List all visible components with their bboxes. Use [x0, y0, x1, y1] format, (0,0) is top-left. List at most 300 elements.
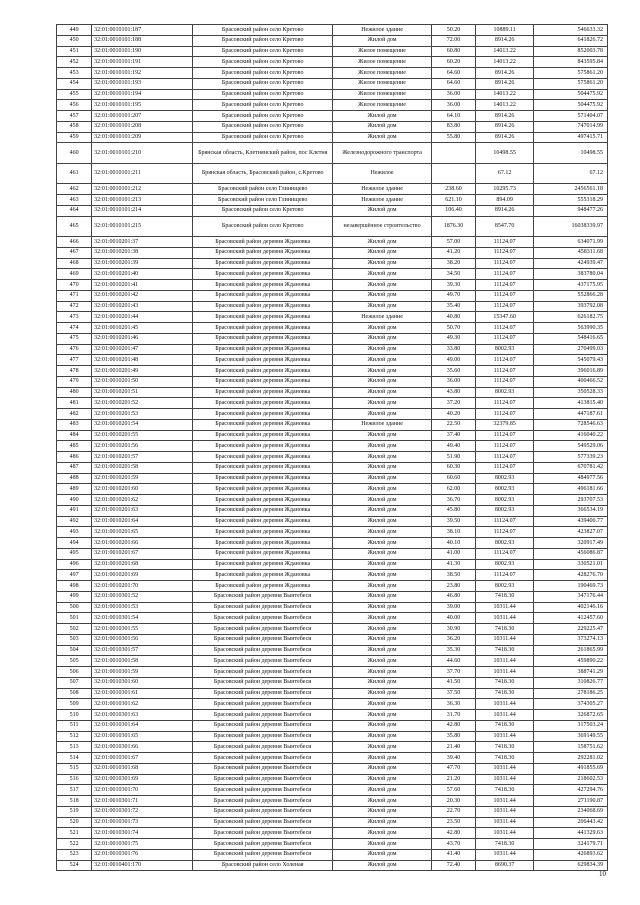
- table-row: [57, 143, 608, 164]
- object-type-cell: Жилой дом: [333, 333, 432, 344]
- cadastral-value-cell: 948477.26: [534, 205, 608, 216]
- table-row: [57, 46, 608, 57]
- row-number-cell: 452: [57, 57, 92, 68]
- area-cell: 41.50: [432, 677, 476, 688]
- object-type-cell: Жилой дом: [333, 559, 432, 570]
- specific-value-cell: 7418.30: [475, 688, 534, 699]
- row-number-cell: 493: [57, 527, 92, 538]
- table-row: [57, 538, 608, 549]
- address-cell: Брасовский район село Кретово: [193, 121, 333, 132]
- row-number-cell: 449: [57, 25, 92, 36]
- cadastral-number-cell: 32:01:0010301:64: [92, 720, 193, 731]
- specific-value-cell: 11124.07: [475, 527, 534, 538]
- cadastral-value-cell: 629834.39: [534, 860, 608, 871]
- address-cell: Брасовский район деревня Ждановка: [193, 452, 333, 463]
- address-cell: Брасовский район село Кретово: [193, 35, 333, 46]
- specific-value-cell: 8914.26: [475, 121, 534, 132]
- property-register-table: [56, 24, 608, 871]
- object-type-cell: Жилой дом: [333, 699, 432, 710]
- address-cell: Брасовский район деревня Вынтебеси: [193, 613, 333, 624]
- specific-value-cell: 11124.07: [475, 398, 534, 409]
- area-cell: 21.20: [432, 774, 476, 785]
- table-row: [57, 355, 608, 366]
- address-cell: Брасовский район деревня Ждановка: [193, 333, 333, 344]
- area-cell: 39.00: [432, 602, 476, 613]
- specific-value-cell: 14013.22: [475, 89, 534, 100]
- cadastral-value-cell: 571404.07: [534, 111, 608, 122]
- row-number-cell: 471: [57, 290, 92, 301]
- table-row: [57, 57, 608, 68]
- area-cell: 40.10: [432, 538, 476, 549]
- row-number-cell: 516: [57, 774, 92, 785]
- specific-value-cell: 10311.44: [475, 731, 534, 742]
- specific-value-cell: 8002.93: [475, 473, 534, 484]
- row-number-cell: 492: [57, 516, 92, 527]
- cadastral-value-cell: 458311.68: [534, 247, 608, 258]
- specific-value-cell: 8002.93: [475, 538, 534, 549]
- cadastral-value-cell: 413815.40: [534, 398, 608, 409]
- address-cell: Брасовский район деревня Вынтебеси: [193, 763, 333, 774]
- specific-value-cell: 10311.44: [475, 667, 534, 678]
- address-cell: Брасовский район село Кретово: [193, 25, 333, 36]
- specific-value-cell: 7418.30: [475, 720, 534, 731]
- area-cell: 36.00: [432, 89, 476, 100]
- object-type-cell: Жилой дом: [333, 484, 432, 495]
- specific-value-cell: 8002.93: [475, 344, 534, 355]
- specific-value-cell: 8914.26: [475, 78, 534, 89]
- specific-value-cell: 7418.30: [475, 645, 534, 656]
- row-number-cell: 503: [57, 634, 92, 645]
- cadastral-value-cell: 383780.04: [534, 269, 608, 280]
- cadastral-value-cell: 393792.08: [534, 301, 608, 312]
- row-number-cell: 517: [57, 785, 92, 796]
- cadastral-value-cell: 310826.77: [534, 677, 608, 688]
- table-row: [57, 89, 608, 100]
- address-cell: Брасовский район деревня Вынтебеси: [193, 634, 333, 645]
- table-row: [57, 376, 608, 387]
- table-row: [57, 132, 608, 143]
- cadastral-number-cell: 32:01:0010201:53: [92, 409, 193, 420]
- row-number-cell: 475: [57, 333, 92, 344]
- specific-value-cell: 11124.07: [475, 237, 534, 248]
- row-number-cell: 466: [57, 237, 92, 248]
- cadastral-value-cell: 400466.52: [534, 376, 608, 387]
- specific-value-cell: 11124.07: [475, 430, 534, 441]
- table-row: [57, 195, 608, 206]
- object-type-cell: Жилой дом: [333, 344, 432, 355]
- cadastral-value-cell: 324179.71: [534, 839, 608, 850]
- row-number-cell: 463: [57, 195, 92, 206]
- cadastral-value-cell: 206443.42: [534, 817, 608, 828]
- row-number-cell: 508: [57, 688, 92, 699]
- table-row: [57, 860, 608, 871]
- cadastral-number-cell: 32:01:0010101:209: [92, 132, 193, 143]
- address-cell: Брасовский район село Глинищево: [193, 184, 333, 195]
- cadastral-value-cell: 626182.75: [534, 312, 608, 323]
- specific-value-cell: 10311.44: [475, 796, 534, 807]
- table-row: [57, 419, 608, 430]
- table-row: [57, 237, 608, 248]
- object-type-cell: Жилой дом: [333, 355, 432, 366]
- object-type-cell: незавершённое строительство: [333, 216, 432, 237]
- cadastral-number-cell: 32:01:0010301:62: [92, 699, 193, 710]
- row-number-cell: 462: [57, 184, 92, 195]
- cadastral-number-cell: 32:01:0010101:210: [92, 143, 193, 164]
- area-cell: 37.70: [432, 667, 476, 678]
- object-type-cell: Жилой дом: [333, 796, 432, 807]
- address-cell: Брасовский район деревня Ждановка: [193, 441, 333, 452]
- object-type-cell: Жилой дом: [333, 366, 432, 377]
- cadastral-number-cell: 32:01:0010101:211: [92, 163, 193, 184]
- object-type-cell: Жилой дом: [333, 710, 432, 721]
- specific-value-cell: 8914.26: [475, 205, 534, 216]
- address-cell: Брасовский район деревня Вынтебеси: [193, 828, 333, 839]
- cadastral-number-cell: 32:01:0010201:44: [92, 312, 193, 323]
- cadastral-value-cell: 412457.60: [534, 613, 608, 624]
- cadastral-number-cell: 32:01:0010201:47: [92, 344, 193, 355]
- object-type-cell: Жилой дом: [333, 121, 432, 132]
- row-number-cell: 504: [57, 645, 92, 656]
- object-type-cell: Жилой дом: [333, 548, 432, 559]
- table-row: [57, 634, 608, 645]
- cadastral-value-cell: 402146.16: [534, 602, 608, 613]
- cadastral-number-cell: 32:01:0010101:193: [92, 78, 193, 89]
- address-cell: Брасовский район село Кретово: [193, 100, 333, 111]
- cadastral-value-cell: 278186.25: [534, 688, 608, 699]
- cadastral-number-cell: 32:01:0010301:76: [92, 849, 193, 860]
- cadastral-number-cell: 32:01:0010101:213: [92, 195, 193, 206]
- cadastral-value-cell: 670781.42: [534, 462, 608, 473]
- object-type-cell: Жилой дом: [333, 774, 432, 785]
- row-number-cell: 498: [57, 581, 92, 592]
- specific-value-cell: 894.09: [475, 195, 534, 206]
- address-cell: Брасовский район деревня Вынтебеси: [193, 602, 333, 613]
- address-cell: Брасовский район деревня Вынтебеси: [193, 677, 333, 688]
- object-type-cell: Жилой дом: [333, 677, 432, 688]
- object-type-cell: Жилой дом: [333, 452, 432, 463]
- address-cell: Брасовский район деревня Вынтебеси: [193, 699, 333, 710]
- table-row: [57, 280, 608, 291]
- cadastral-value-cell: 261865.99: [534, 645, 608, 656]
- table-row: [57, 591, 608, 602]
- area-cell: 41.20: [432, 247, 476, 258]
- address-cell: Брасовский район деревня Ждановка: [193, 430, 333, 441]
- object-type-cell: Нежилое здание: [333, 195, 432, 206]
- cadastral-value-cell: 634071.99: [534, 237, 608, 248]
- cadastral-number-cell: 32:01:0010201:48: [92, 355, 193, 366]
- address-cell: Брасовский район деревня Ждановка: [193, 462, 333, 473]
- specific-value-cell: 11124.07: [475, 376, 534, 387]
- specific-value-cell: 8002.93: [475, 581, 534, 592]
- object-type-cell: Жилой дом: [333, 269, 432, 280]
- object-type-cell: Жилой дом: [333, 624, 432, 635]
- table-row: [57, 78, 608, 89]
- address-cell: Брасовский район деревня Ждановка: [193, 581, 333, 592]
- object-type-cell: Нежилое: [333, 163, 432, 184]
- area-cell: 39.30: [432, 280, 476, 291]
- table-row: [57, 290, 608, 301]
- cadastral-number-cell: 32:01:0010201:50: [92, 376, 193, 387]
- address-cell: Брасовский район деревня Ждановка: [193, 484, 333, 495]
- address-cell: Брасовский район деревня Ждановка: [193, 323, 333, 334]
- address-cell: Брасовский район село Холеная: [193, 860, 333, 871]
- specific-value-cell: 8002.93: [475, 387, 534, 398]
- object-type-cell: Нежилое здание: [333, 25, 432, 36]
- area-cell: 20.30: [432, 796, 476, 807]
- specific-value-cell: 10311.44: [475, 634, 534, 645]
- row-number-cell: 487: [57, 462, 92, 473]
- area-cell: 39.50: [432, 516, 476, 527]
- cadastral-number-cell: 32:01:0010401:170: [92, 860, 193, 871]
- area-cell: 41.00: [432, 548, 476, 559]
- cadastral-value-cell: 497415.71: [534, 132, 608, 143]
- cadastral-value-cell: 234068.69: [534, 806, 608, 817]
- object-type-cell: Жилой дом: [333, 132, 432, 143]
- table-row: [57, 774, 608, 785]
- cadastral-number-cell: 32:01:0010201:59: [92, 473, 193, 484]
- cadastral-value-cell: 441329.63: [534, 828, 608, 839]
- address-cell: Брасовский район деревня Ждановка: [193, 570, 333, 581]
- specific-value-cell: 10311.44: [475, 763, 534, 774]
- specific-value-cell: 14013.22: [475, 46, 534, 57]
- table-row: [57, 366, 608, 377]
- row-number-cell: 459: [57, 132, 92, 143]
- table-row: [57, 710, 608, 721]
- specific-value-cell: 8914.26: [475, 132, 534, 143]
- address-cell: Брасовский район деревня Ждановка: [193, 312, 333, 323]
- area-cell: 49.70: [432, 290, 476, 301]
- object-type-cell: Жилой дом: [333, 763, 432, 774]
- address-cell: Брасовский район деревня Ждановка: [193, 290, 333, 301]
- row-number-cell: 483: [57, 419, 92, 430]
- table-row: [57, 559, 608, 570]
- row-number-cell: 477: [57, 355, 92, 366]
- table-row: [57, 527, 608, 538]
- object-type-cell: Жилой дом: [333, 753, 432, 764]
- row-number-cell: 499: [57, 591, 92, 602]
- address-cell: Брасовский район деревня Вынтебеси: [193, 753, 333, 764]
- area-cell: 60.20: [432, 57, 476, 68]
- table-row: [57, 121, 608, 132]
- row-number-cell: 456: [57, 100, 92, 111]
- address-cell: Брасовский район деревня Ждановка: [193, 280, 333, 291]
- table-row: [57, 462, 608, 473]
- specific-value-cell: 11124.07: [475, 409, 534, 420]
- table-row: [57, 100, 608, 111]
- area-cell: 36.00: [432, 376, 476, 387]
- area-cell: 72.00: [432, 35, 476, 46]
- table-row: [57, 441, 608, 452]
- table-row: [57, 613, 608, 624]
- address-cell: Брасовский район село Кретово: [193, 46, 333, 57]
- cadastral-number-cell: 32:01:0010301:56: [92, 634, 193, 645]
- area-cell: 36.20: [432, 634, 476, 645]
- table-row: [57, 387, 608, 398]
- address-cell: Брасовский район село Кретово: [193, 68, 333, 79]
- row-number-cell: 481: [57, 398, 92, 409]
- cadastral-value-cell: 330521.01: [534, 559, 608, 570]
- row-number-cell: 522: [57, 839, 92, 850]
- area-cell: 50.70: [432, 323, 476, 334]
- area-cell: 621.10: [432, 195, 476, 206]
- area-cell: 40.20: [432, 409, 476, 420]
- area-cell: 35.60: [432, 366, 476, 377]
- table-row: [57, 323, 608, 334]
- area-cell: 21.40: [432, 742, 476, 753]
- document-page: [56, 24, 608, 871]
- object-type-cell: Жилое помещение: [333, 89, 432, 100]
- area-cell: 51.90: [432, 452, 476, 463]
- address-cell: Брасовский район село Кретово: [193, 78, 333, 89]
- row-number-cell: 480: [57, 387, 92, 398]
- specific-value-cell: 7418.30: [475, 785, 534, 796]
- area-cell: 57.00: [432, 237, 476, 248]
- object-type-cell: Жилой дом: [333, 473, 432, 484]
- cadastral-number-cell: 32:01:0010101:195: [92, 100, 193, 111]
- specific-value-cell: 11124.07: [475, 301, 534, 312]
- area-cell: 106.40: [432, 205, 476, 216]
- table-row: [57, 742, 608, 753]
- cadastral-value-cell: 577339.23: [534, 452, 608, 463]
- cadastral-number-cell: 32:01:0010101:187: [92, 25, 193, 36]
- cadastral-number-cell: 32:01:0010201:55: [92, 430, 193, 441]
- object-type-cell: Жилой дом: [333, 35, 432, 46]
- object-type-cell: Жилое помещение: [333, 78, 432, 89]
- object-type-cell: Жилой дом: [333, 667, 432, 678]
- area-cell: 36.70: [432, 495, 476, 506]
- area-cell: 57.60: [432, 785, 476, 796]
- address-cell: Брасовский район деревня Вынтебеси: [193, 742, 333, 753]
- cadastral-value-cell: 374305.27: [534, 699, 608, 710]
- table-row: [57, 656, 608, 667]
- cadastral-value-cell: 555318.29: [534, 195, 608, 206]
- cadastral-value-cell: 428276.70: [534, 570, 608, 581]
- area-cell: 36.00: [432, 100, 476, 111]
- object-type-cell: Жилой дом: [333, 505, 432, 516]
- cadastral-value-cell: 504475.92: [534, 100, 608, 111]
- area-cell: [432, 143, 476, 164]
- row-number-cell: 472: [57, 301, 92, 312]
- cadastral-number-cell: 32:01:0010201:70: [92, 581, 193, 592]
- specific-value-cell: 8914.26: [475, 35, 534, 46]
- specific-value-cell: 10311.44: [475, 828, 534, 839]
- table-row: [57, 68, 608, 79]
- cadastral-value-cell: 424939.47: [534, 258, 608, 269]
- area-cell: 49.40: [432, 441, 476, 452]
- object-type-cell: Жилой дом: [333, 376, 432, 387]
- specific-value-cell: 8002.93: [475, 484, 534, 495]
- area-cell: 37.40: [432, 430, 476, 441]
- address-cell: Брасовский район деревня Ждановка: [193, 548, 333, 559]
- specific-value-cell: 10311.44: [475, 710, 534, 721]
- object-type-cell: Жилой дом: [333, 839, 432, 850]
- cadastral-value-cell: 426893.62: [534, 849, 608, 860]
- address-cell: Брасовский район деревня Ждановка: [193, 495, 333, 506]
- address-cell: Брасовский район деревня Вынтебеси: [193, 624, 333, 635]
- cadastral-value-cell: 852003.78: [534, 46, 608, 57]
- row-number-cell: 482: [57, 409, 92, 420]
- row-number-cell: 467: [57, 247, 92, 258]
- area-cell: 46.80: [432, 591, 476, 602]
- cadastral-value-cell: 347176.44: [534, 591, 608, 602]
- specific-value-cell: 10889.11: [475, 25, 534, 36]
- table-row: [57, 763, 608, 774]
- address-cell: Брасовский район деревня Ждановка: [193, 376, 333, 387]
- address-cell: Брасовский район деревня Ждановка: [193, 247, 333, 258]
- table-row: [57, 312, 608, 323]
- row-number-cell: 474: [57, 323, 92, 334]
- area-cell: 31.70: [432, 710, 476, 721]
- specific-value-cell: 10311.44: [475, 602, 534, 613]
- specific-value-cell: 15347.60: [475, 312, 534, 323]
- object-type-cell: Жилой дом: [333, 280, 432, 291]
- cadastral-value-cell: 218602.53: [534, 774, 608, 785]
- address-cell: Брасовский район село Кретово: [193, 111, 333, 122]
- object-type-cell: Нежилое здание: [333, 312, 432, 323]
- cadastral-value-cell: 504475.92: [534, 89, 608, 100]
- object-type-cell: Жилой дом: [333, 237, 432, 248]
- address-cell: Брасовский район деревня Ждановка: [193, 409, 333, 420]
- address-cell: Брасовский район село Кретово: [193, 57, 333, 68]
- cadastral-number-cell: 32:01:0010201:39: [92, 258, 193, 269]
- area-cell: 37.20: [432, 398, 476, 409]
- cadastral-number-cell: 32:01:0010201:43: [92, 301, 193, 312]
- cadastral-value-cell: 575861.20: [534, 68, 608, 79]
- address-cell: Брасовский район деревня Ждановка: [193, 419, 333, 430]
- table-row: [57, 839, 608, 850]
- cadastral-number-cell: 32:01:0010301:60: [92, 677, 193, 688]
- table-row: [57, 785, 608, 796]
- cadastral-number-cell: 32:01:0010201:46: [92, 333, 193, 344]
- row-number-cell: 476: [57, 344, 92, 355]
- specific-value-cell: 7418.30: [475, 677, 534, 688]
- area-cell: 40.80: [432, 312, 476, 323]
- object-type-cell: Жилой дом: [333, 111, 432, 122]
- table-row: [57, 111, 608, 122]
- specific-value-cell: 11124.07: [475, 366, 534, 377]
- table-row: [57, 806, 608, 817]
- object-type-cell: Нежилое здание: [333, 184, 432, 195]
- area-cell: 43.80: [432, 387, 476, 398]
- cadastral-value-cell: 366534.19: [534, 505, 608, 516]
- address-cell: Брянская область, Брасовский район, с.Кретово: [193, 163, 333, 184]
- area-cell: 22.70: [432, 806, 476, 817]
- specific-value-cell: 11124.07: [475, 333, 534, 344]
- area-cell: 60.80: [432, 46, 476, 57]
- cadastral-value-cell: 496181.66: [534, 484, 608, 495]
- address-cell: Брасовский район деревня Вынтебеси: [193, 710, 333, 721]
- row-number-cell: 512: [57, 731, 92, 742]
- cadastral-number-cell: 32:01:0010201:42: [92, 290, 193, 301]
- cadastral-number-cell: 32:01:0010201:56: [92, 441, 193, 452]
- area-cell: 38.20: [432, 258, 476, 269]
- table-row: [57, 301, 608, 312]
- cadastral-number-cell: 32:01:0010301:55: [92, 624, 193, 635]
- row-number-cell: 460: [57, 143, 92, 164]
- row-number-cell: 513: [57, 742, 92, 753]
- cadastral-value-cell: 16038339.97: [534, 216, 608, 237]
- cadastral-number-cell: 32:01:0010301:65: [92, 731, 193, 742]
- cadastral-value-cell: 484977.56: [534, 473, 608, 484]
- table-row: [57, 720, 608, 731]
- cadastral-value-cell: 293707.53: [534, 495, 608, 506]
- cadastral-number-cell: 32:01:0010301:67: [92, 753, 193, 764]
- row-number-cell: 473: [57, 312, 92, 323]
- area-cell: 35.40: [432, 301, 476, 312]
- row-number-cell: 465: [57, 216, 92, 237]
- table-row: [57, 731, 608, 742]
- cadastral-value-cell: 549529.06: [534, 441, 608, 452]
